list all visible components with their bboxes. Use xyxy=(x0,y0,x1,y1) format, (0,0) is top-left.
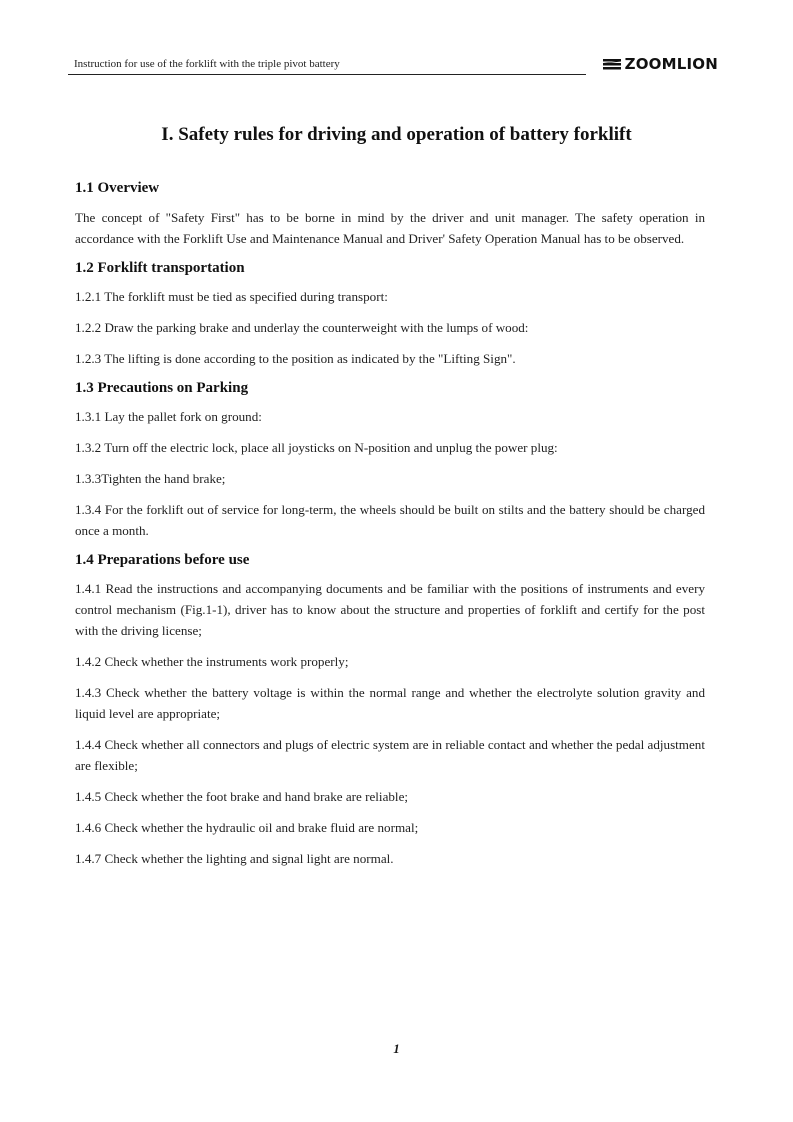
paragraph: The concept of "Safety First" has to be borne in mind by the driver and unit manager. The safety operation in accordance with the Forklift Use and Maintenance Manual and Driver' Safety Operation Manual has to be observed. xyxy=(75,210,705,246)
paragraph: 1.2.2 Draw the parking brake and underlay the counterweight with the lumps of wood: xyxy=(75,320,529,335)
paragraph: 1.4.3 Check whether the battery voltage is within the normal range and whether the electrolyte solution gravity and liquid level are appropriate; xyxy=(75,685,705,721)
document-title: I. Safety rules for driving and operation of battery forklift xyxy=(161,124,632,145)
section-heading: 1.4 Preparations before use xyxy=(75,552,250,568)
paragraph: 1.4.5 Check whether the foot brake and hand brake are reliable; xyxy=(75,789,409,804)
paragraph: 1.3.3Tighten the hand brake; xyxy=(75,471,226,486)
paragraph: 1.4.7 Check whether the lighting and signal light are normal. xyxy=(75,851,394,866)
paragraph: 1.4.1 Read the instructions and accompanying documents and be familiar with the positions of instruments and every control mechanism (Fig.1-1), driver has to know about the structure and properties of forklift and certify for the post with the driving license; xyxy=(75,581,705,638)
brand-logo xyxy=(602,54,718,74)
paragraph: 1.4.6 Check whether the hydraulic oil and brake fluid are normal; xyxy=(75,820,419,835)
paragraph: 1.4.4 Check whether all connectors and plugs of electric system are in reliable contact and whether the pedal adjustment are flexible; xyxy=(75,737,705,773)
section-heading: 1.2 Forklift transportation xyxy=(75,260,245,276)
page-number: 1 xyxy=(393,1041,400,1056)
section-heading: 1.3 Precautions on Parking xyxy=(75,380,249,396)
paragraph: 1.2.1 The forklift must be tied as specified during transport: xyxy=(75,289,388,304)
document-body xyxy=(75,172,705,869)
header-rule xyxy=(68,74,586,75)
brand-name: ZOOMLION xyxy=(624,55,718,73)
paragraph: 1.2.3 The lifting is done according to the position as indicated by the "Lifting Sign". xyxy=(75,351,516,366)
paragraph: 1.3.2 Turn off the electric lock, place all joysticks on N-position and unplug the power plug: xyxy=(75,440,558,455)
paragraph: 1.4.2 Check whether the instruments work properly; xyxy=(75,654,349,669)
section-heading: 1.1 Overview xyxy=(75,180,160,196)
zoomlion-logo-icon xyxy=(602,57,622,71)
page-header xyxy=(68,52,718,78)
running-title: Instruction for use of the forklift with the triple pivot battery xyxy=(74,58,340,70)
paragraph: 1.3.4 For the forklift out of service for long-term, the wheels should be built on stilts and the battery should be charged once a month. xyxy=(75,502,705,538)
paragraph: 1.3.1 Lay the pallet fork on ground: xyxy=(75,409,262,424)
